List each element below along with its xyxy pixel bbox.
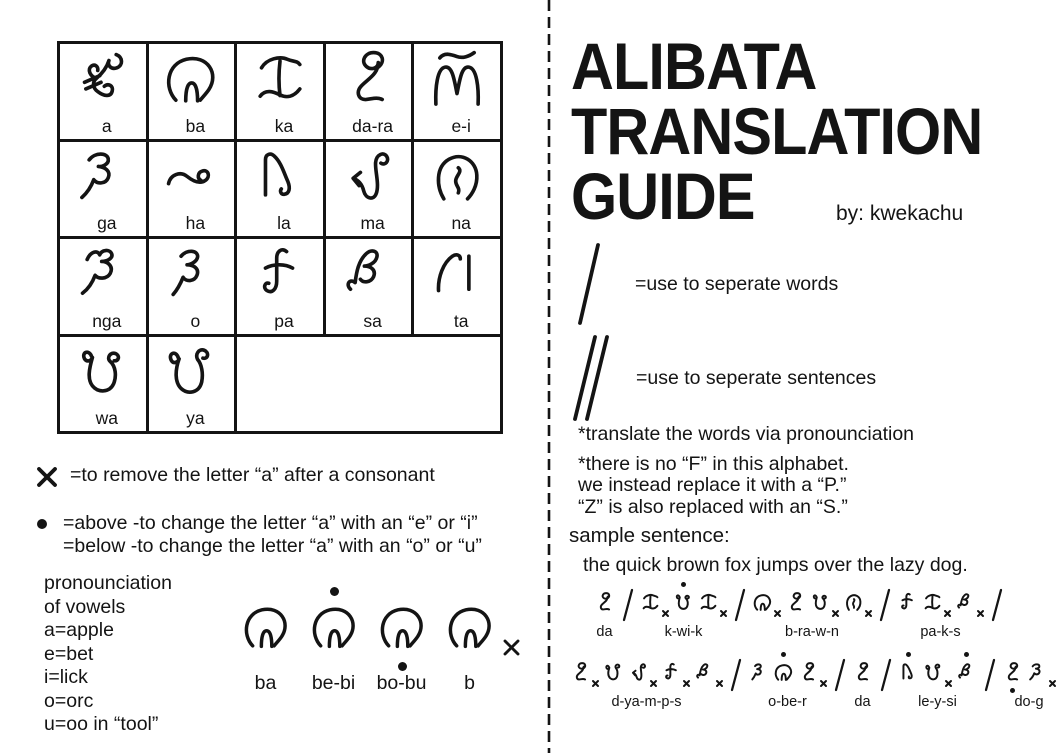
ba-glyph (751, 588, 774, 618)
x-kudlit-icon (831, 609, 840, 618)
alphabet-cell-sa (326, 239, 412, 334)
na-glyph (842, 588, 865, 618)
alphabet-cell-nga (60, 239, 146, 334)
alphabet-cell-label: na (451, 213, 471, 233)
sentence-separator-legend (568, 332, 876, 424)
ka-glyph (639, 588, 662, 618)
alphabet-cell-ba (149, 44, 235, 139)
word-separator-legend (573, 240, 838, 328)
sample-word-glyphs (896, 658, 979, 690)
sample-word-k-wi-k (638, 588, 729, 640)
single-slash-icon (573, 240, 603, 328)
dot-marker-note-line2: =below -to change the letter “a” with an “o” or “u” (63, 534, 482, 557)
sa-glyph (693, 658, 716, 688)
pa-glyph (660, 658, 683, 688)
x-kudlit-icon (773, 609, 782, 618)
vowel-example-label: be-bi (311, 672, 356, 694)
sample-word-do-g (1000, 658, 1058, 710)
pron-line: e=bet (44, 642, 94, 665)
da-glyph (851, 658, 874, 688)
sample-word-o-be-r (746, 658, 829, 710)
vowel-example-label: b (464, 672, 475, 694)
la-glyph-icon (897, 658, 920, 688)
ma-glyph-icon (336, 146, 402, 212)
note-pronounciation: *translate the words via pronounciation (578, 423, 915, 445)
translation-notes (578, 424, 914, 518)
nga-glyph-icon (70, 243, 136, 309)
title-line-1: ALIBATA (571, 29, 817, 103)
vowel-pronunciation-list (44, 572, 172, 737)
da-glyph-icon (336, 48, 402, 114)
x-kudlit-icon (715, 679, 724, 688)
ya-glyph-icon (602, 658, 625, 688)
x-kudlit-icon (819, 679, 828, 688)
single-slash-separator-icon (983, 658, 996, 692)
alphabet-cell-o (149, 239, 235, 334)
la-glyph (897, 658, 920, 688)
alphabet-cell-label: ma (360, 213, 385, 233)
da-glyph-icon (593, 588, 616, 618)
ba-glyph-icon (158, 48, 224, 114)
ba-glyph-icon (237, 600, 295, 658)
vowel-dot-kudlit (681, 582, 686, 587)
alphabet-cell-label: ga (97, 213, 117, 233)
ya-glyph (602, 658, 625, 688)
ba-glyph-icon (441, 600, 499, 658)
sample-word-label: da (854, 694, 871, 710)
sample-word-glyphs (850, 658, 875, 690)
vowel-example-bo-bu (369, 600, 434, 695)
a-glyph-icon (70, 48, 136, 114)
pa-glyph-icon (247, 243, 313, 309)
vowel-example-be-bi (301, 600, 366, 695)
x-kudlit-icon (864, 609, 873, 618)
sample-word-label: o-be-r (768, 694, 807, 710)
ei-glyph-icon (424, 48, 490, 114)
dot-marker-note-line1: =above -to change the letter “a” with an “e” or “i” (63, 512, 478, 534)
dot-marker-note (37, 512, 482, 557)
sa-glyph-icon (336, 243, 402, 309)
alphabet-cell-label: da-ra (352, 115, 394, 136)
ga-glyph (1026, 658, 1049, 688)
na-glyph-icon (842, 588, 865, 618)
sample-word-glyphs (746, 658, 829, 690)
author-byline: by: kwekachu (836, 202, 964, 225)
x-kudlit-icon (649, 679, 658, 688)
sample-sentence-text: the quick brown fox jumps over the lazy dog. (583, 554, 968, 576)
alphabet-cell-label: pa (274, 310, 294, 331)
alphabet-cell-ga (60, 142, 146, 237)
vowel-dot-kudlit (1010, 688, 1015, 693)
ma-glyph (627, 658, 650, 688)
o-glyph (747, 658, 770, 688)
vowel-dot-kudlit (330, 587, 339, 596)
ba-glyph (772, 658, 795, 688)
ka-glyph-icon (921, 588, 944, 618)
alphabet-cell-ha (149, 142, 235, 237)
da-glyph-icon (784, 588, 807, 618)
alphabet-grid (57, 41, 503, 434)
title-line-2: TRANSLATION (571, 94, 983, 168)
da-glyph-icon (851, 658, 874, 688)
single-slash-separator-icon (621, 588, 634, 622)
x-kudlit-icon (661, 609, 670, 618)
la-glyph-icon (247, 146, 313, 212)
vowel-example-glyph (305, 600, 363, 658)
x-kudlit-icon (591, 679, 600, 688)
wa-glyph (672, 588, 695, 618)
sample-word-label: k-wi-k (664, 624, 703, 640)
alphabet-cell-label: sa (363, 310, 382, 331)
single-slash-separator-icon (990, 588, 1003, 622)
vowel-example-glyph (441, 600, 499, 658)
x-marker-note (36, 464, 435, 488)
ya-glyph (922, 658, 945, 688)
vowel-dot-kudlit (964, 652, 969, 657)
x-kudlit-icon (503, 639, 520, 656)
pa-glyph (896, 588, 919, 618)
alphabet-cell-da-ra (326, 44, 412, 139)
alphabet-cell-label: e-i (451, 115, 471, 136)
sample-transliteration-line-1 (590, 588, 1005, 640)
ta-glyph-icon (424, 243, 490, 309)
pron-line: a=apple (44, 619, 114, 641)
vowel-example-ba (233, 600, 298, 695)
single-slash-separator-icon (878, 588, 891, 622)
alphabet-cell-label: nga (92, 310, 122, 331)
sample-word-d-ya-m-p-s (568, 658, 725, 710)
ga-glyph-icon (70, 146, 136, 212)
alphabet-cell-wa (60, 337, 146, 432)
title-line-3: GUIDE (571, 159, 755, 233)
alphabet-cell-label: wa (95, 408, 118, 428)
vowel-example-label: ba (254, 672, 277, 694)
wa-glyph (809, 588, 832, 618)
ka-glyph-icon (247, 48, 313, 114)
alphabet-cell-label: ka (274, 115, 294, 136)
vowel-modification-examples (233, 600, 502, 695)
ka-glyph (921, 588, 944, 618)
da-glyph (569, 658, 592, 688)
x-kudlit-icon (719, 609, 728, 618)
wa-glyph-icon (70, 341, 136, 407)
ba-glyph-icon (751, 588, 774, 618)
alphabet-cell-la (237, 142, 323, 237)
ka-glyph-icon (697, 588, 720, 618)
x-marker-note-text: =to remove the letter “a” after a consonant (70, 464, 435, 486)
alphabet-cell-e-i (414, 44, 500, 139)
sample-word-da (850, 658, 875, 710)
single-slash-separator-icon (733, 588, 746, 622)
alphabet-cell-empty (237, 337, 500, 432)
x-kudlit-icon (1048, 679, 1057, 688)
sample-word-glyphs (592, 588, 617, 620)
alphabet-cell-ma (326, 142, 412, 237)
sa-glyph (955, 658, 978, 688)
alphabet-cell-ya (149, 337, 235, 432)
word-separator-text: =use to seperate words (635, 272, 839, 295)
sample-word-le-y-si (896, 658, 979, 710)
alphabet-cell-label: ba (185, 115, 206, 136)
alphabet-cell-a (60, 44, 146, 139)
sample-word-label: d-ya-m-p-s (611, 694, 682, 710)
alphabet-cell-na (414, 142, 500, 237)
single-slash-separator-icon (879, 658, 892, 692)
alphabet-cell-label: ta (453, 310, 469, 331)
pa-glyph-icon (896, 588, 919, 618)
x-kudlit-icon (943, 609, 952, 618)
alphabet-cell-ka (237, 44, 323, 139)
ba-glyph-icon (373, 600, 431, 658)
ba-glyph-icon (772, 658, 795, 688)
da-glyph (1001, 658, 1024, 688)
vowel-dot-kudlit (781, 652, 786, 657)
pron-line: i=lick (44, 666, 88, 688)
ya-glyph-icon (922, 658, 945, 688)
sample-sentence-heading: sample sentence: (569, 524, 730, 547)
x-kudlit-icon (976, 609, 985, 618)
da-glyph-icon (1001, 658, 1024, 688)
ba-glyph-icon (305, 600, 363, 658)
ga-glyph-icon (1026, 658, 1049, 688)
note-no-f: *there is no “F” in this alphabet. (578, 452, 849, 475)
ka-glyph-icon (639, 588, 662, 618)
da-glyph (797, 658, 820, 688)
x-mark-icon (36, 466, 58, 488)
wa-glyph-icon (809, 588, 832, 618)
o-glyph-icon (747, 658, 770, 688)
alphabet-cell-label: a (101, 115, 112, 136)
sample-word-glyphs (1000, 658, 1058, 690)
page-fold-divider (546, 0, 552, 753)
sa-glyph (954, 588, 977, 618)
sample-transliteration-line-2 (566, 658, 1061, 710)
sample-word-glyphs (638, 588, 729, 620)
pron-line: of vowels (44, 595, 126, 618)
vowel-example-label: bo-bu (376, 672, 427, 694)
alphabet-cell-label: o (190, 310, 201, 331)
guide-title (571, 29, 983, 233)
sample-word-label: do-g (1014, 694, 1044, 710)
pron-line: pronounciation (44, 572, 172, 594)
da-glyph-icon (797, 658, 820, 688)
alphabet-cell-pa (237, 239, 323, 334)
na-glyph-icon (424, 146, 490, 212)
ka-glyph (697, 588, 720, 618)
x-kudlit-icon (944, 679, 953, 688)
pron-line: o=orc (44, 689, 94, 712)
vowel-example-glyph (373, 600, 431, 658)
alphabet-cell-label: ya (186, 408, 205, 428)
alphabet-cell-ta (414, 239, 500, 334)
sample-word-b-ra-w-n (750, 588, 874, 640)
alphabet-cell-label: la (277, 213, 291, 233)
single-slash-separator-icon (833, 658, 846, 692)
sample-word-glyphs (568, 658, 725, 690)
sample-word-label: da (596, 624, 613, 640)
pa-glyph-icon (660, 658, 683, 688)
dot-mark-icon (37, 519, 47, 529)
sentence-separator-text: =use to seperate sentences (636, 366, 877, 389)
sample-word-label: pa-k-s (920, 624, 961, 640)
x-kudlit-icon (682, 679, 691, 688)
vowel-example-glyph (237, 600, 295, 658)
single-slash-separator-icon (729, 658, 742, 692)
sample-word-glyphs (895, 588, 986, 620)
sa-glyph-icon (954, 588, 977, 618)
vowel-dot-kudlit (906, 652, 911, 657)
ha-glyph-icon (158, 146, 224, 212)
alphabet-cell-label: ha (185, 213, 206, 233)
sample-word-da (592, 588, 617, 640)
sample-word-label: le-y-si (918, 694, 957, 710)
pron-line: u=oo in “tool” (44, 713, 159, 735)
sa-glyph-icon (955, 658, 978, 688)
sample-word-glyphs (750, 588, 874, 620)
note-replace-p: we instead replace it with a “P.” (578, 474, 847, 496)
da-glyph (784, 588, 807, 618)
double-slash-icon (568, 332, 610, 424)
wa-glyph-icon (672, 588, 695, 618)
note-replace-s: “Z” is also replaced with an “S.” (578, 495, 848, 518)
da-glyph (593, 588, 616, 618)
vowel-dot-kudlit (398, 662, 407, 671)
ya-glyph-icon (158, 341, 224, 407)
vowel-example-b (437, 600, 502, 695)
ma-glyph-icon (627, 658, 650, 688)
sa-glyph-icon (693, 658, 716, 688)
o-glyph-icon (158, 243, 224, 309)
da-glyph-icon (569, 658, 592, 688)
sample-word-label: b-ra-w-n (785, 624, 839, 640)
sample-word-pa-k-s (895, 588, 986, 640)
